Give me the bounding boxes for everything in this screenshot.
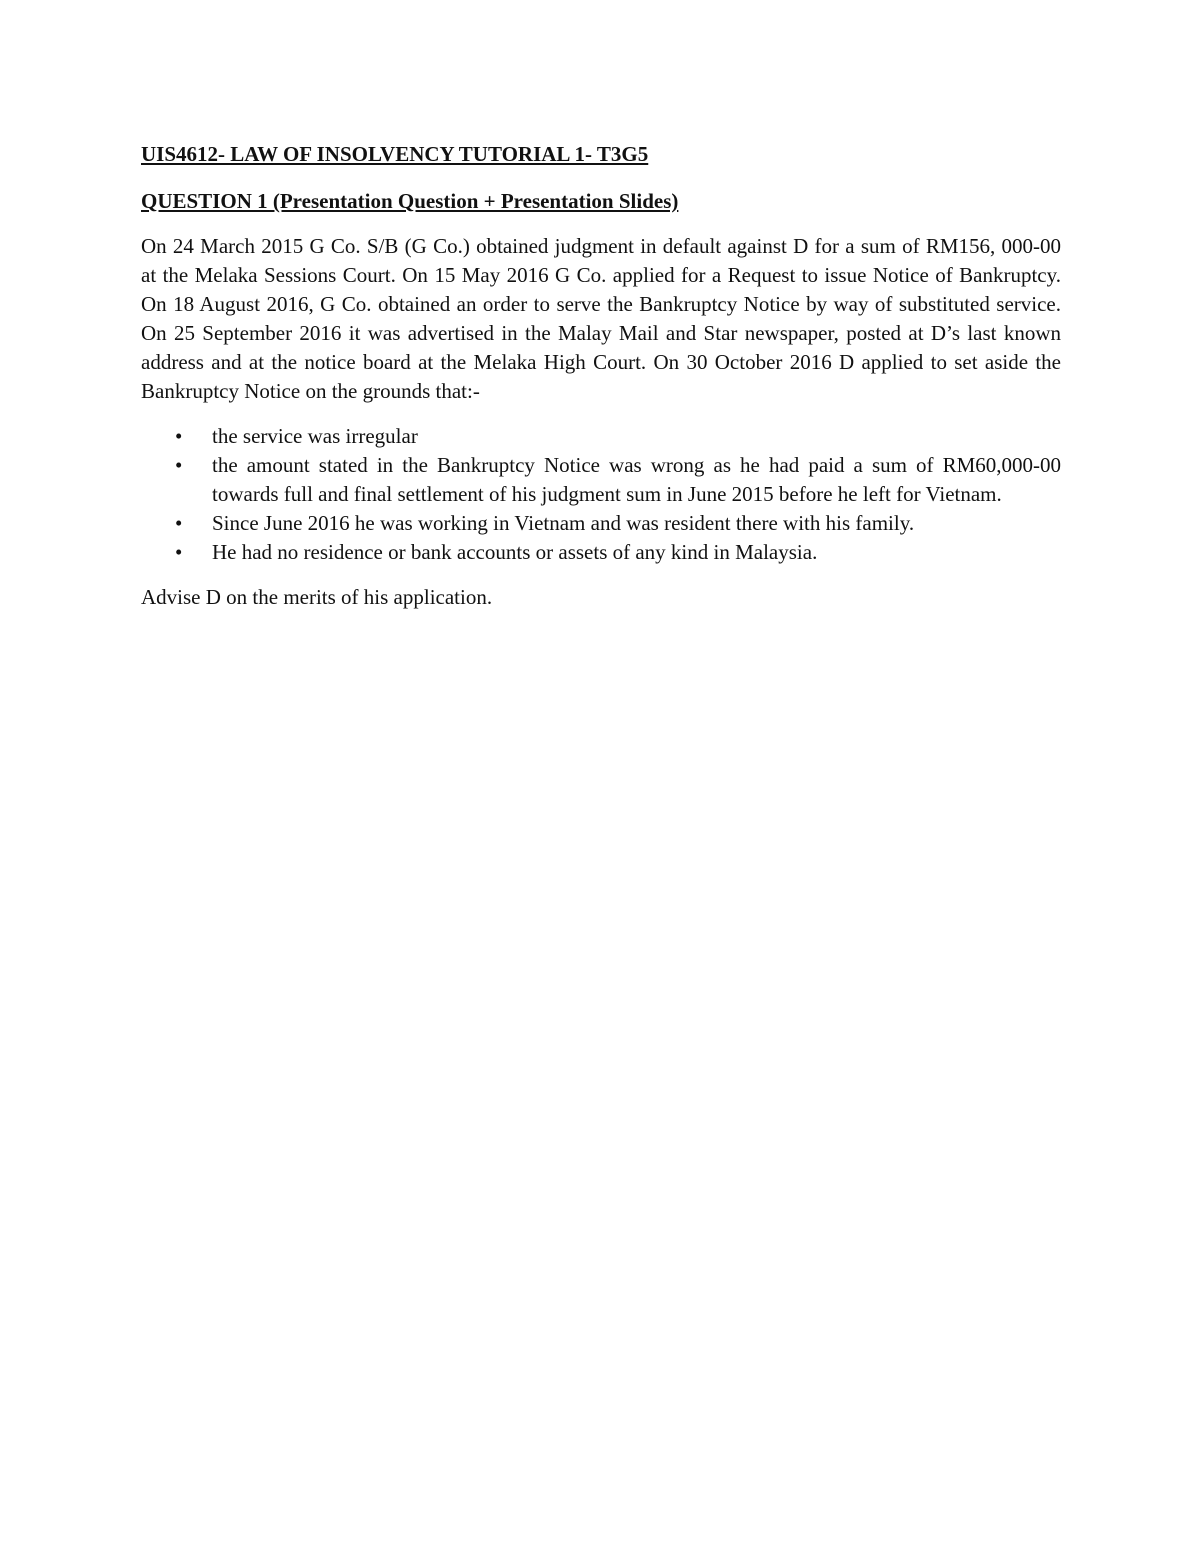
ground-text: He had no residence or bank accounts or assets of any kind in Malaysia. [212, 540, 818, 564]
bullet-icon: • [175, 424, 183, 448]
course-title: UIS4612- LAW OF INSOLVENCY TUTORIAL 1- T3G5 [141, 142, 649, 166]
question-heading: QUESTION 1 (Presentation Question + Presentation Slides) [141, 189, 679, 213]
grounds-list [141, 422, 1061, 567]
ground-text: the amount stated in the Bankruptcy Notice was wrong as he had paid a sum of RM60,000-00 towards full and final settlement of his judgment sum in June 2015 before he left for Vietnam. [212, 453, 1061, 506]
document-page [141, 140, 1061, 612]
list-item [141, 422, 1061, 451]
list-item [141, 509, 1061, 538]
ground-text: Since June 2016 he was working in Vietnam and was resident there with his family. [212, 511, 915, 535]
bullet-icon: • [175, 540, 183, 564]
closing-instruction: Advise D on the merits of his application. [141, 585, 493, 609]
list-item [141, 538, 1061, 567]
bullet-icon: • [175, 511, 183, 535]
facts-paragraph: On 24 March 2015 G Co. S/B (G Co.) obtained judgment in default against D for a sum of RM156, 000-00 at the Melaka Sessions Court. On 15 May 2016 G Co. applied for a Request to issue Notice of Bankruptcy. On 18 August 2016, G Co. obtained an order to serve the Bankruptcy Notice by way of substituted service. On 25 September 2016 it was advertised in the Malay Mail and Star newspaper, posted at D’s last known address and at the notice board at the Melaka High Court. On 30 October 2016 D applied to set aside the Bankruptcy Notice on the grounds that:- [141, 234, 1061, 403]
list-item [141, 451, 1061, 509]
bullet-icon: • [175, 453, 183, 477]
ground-text: the service was irregular [212, 424, 418, 448]
